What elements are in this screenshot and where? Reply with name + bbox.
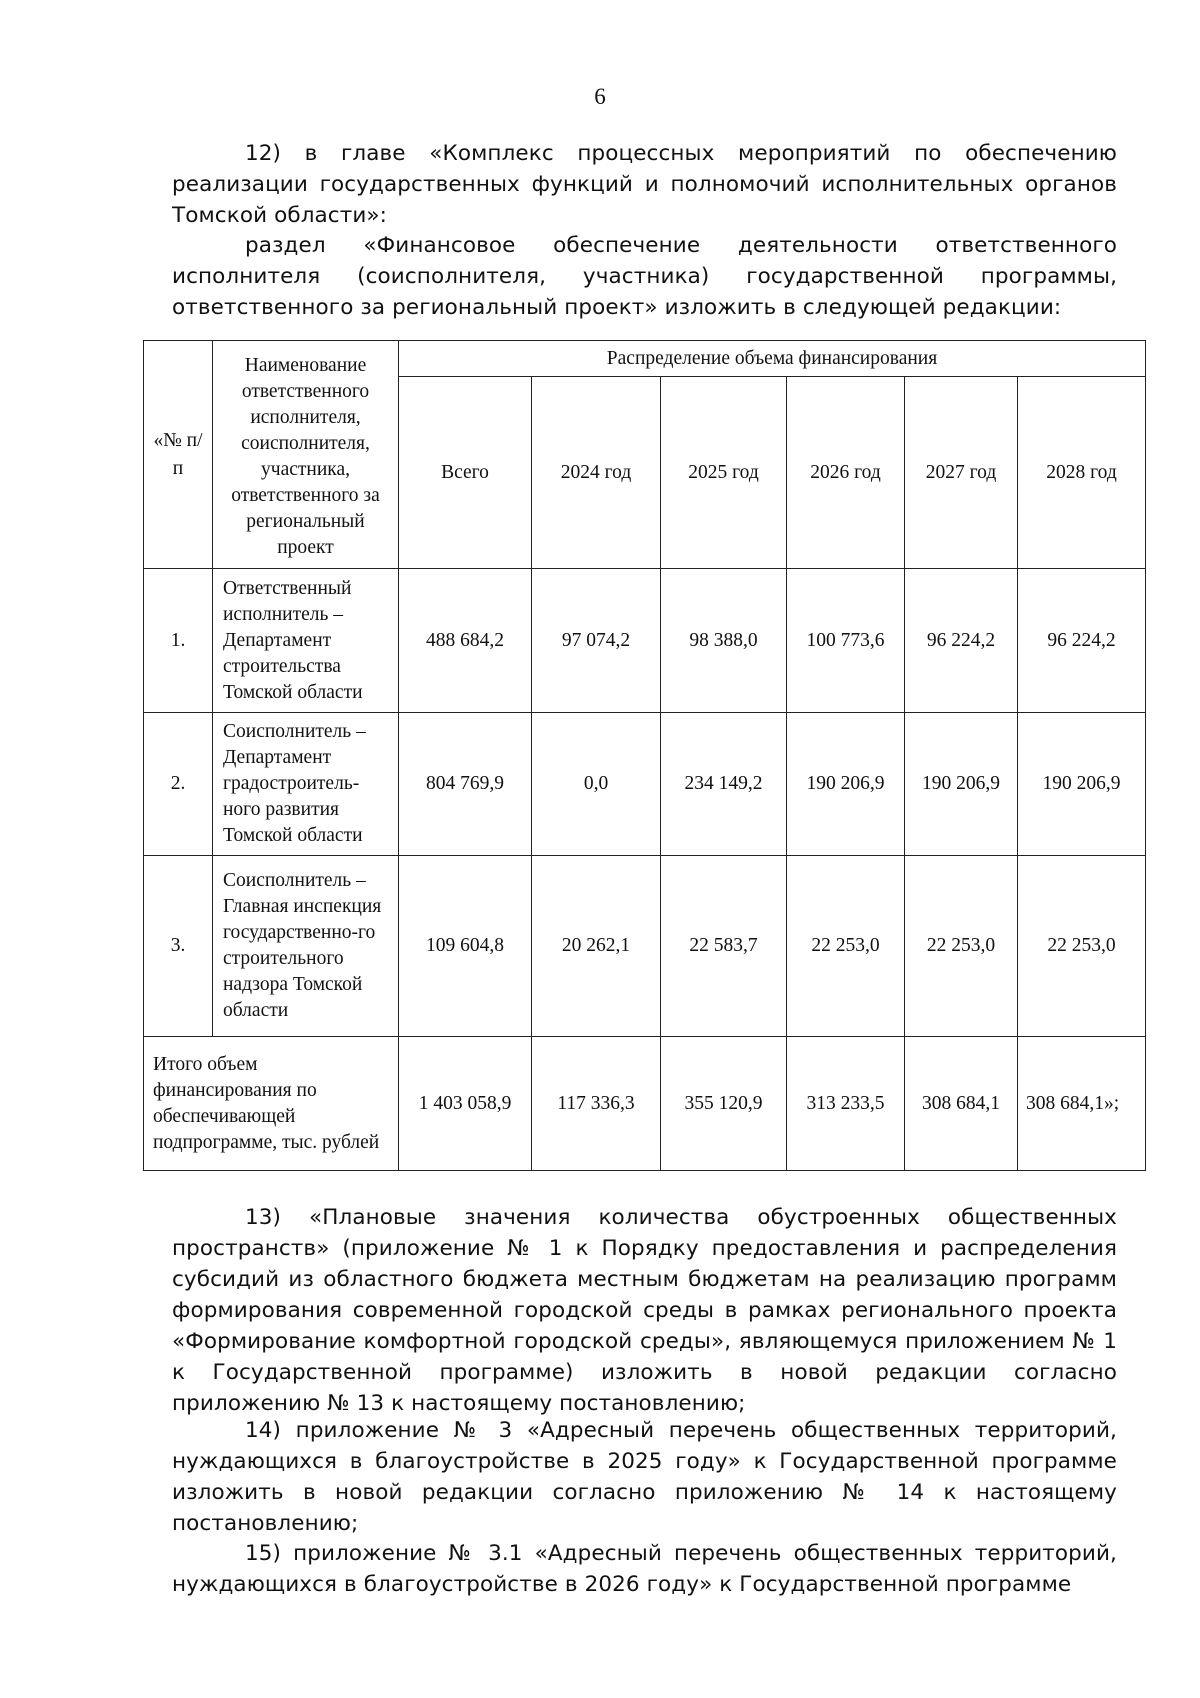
row-name: Соисполнитель – Департамент градостроитель-ного развития Томской области <box>213 713 399 856</box>
row-value: 96 224,2 <box>1018 569 1146 713</box>
row-value: 98 388,0 <box>661 569 787 713</box>
total-value: 313 233,5 <box>787 1037 905 1171</box>
row-name: Соисполнитель – Главная инспекция государственно-го строительного надзора Томской области <box>213 856 399 1037</box>
row-value: 97 074,2 <box>532 569 661 713</box>
header-col-2027: 2027 год <box>905 377 1018 569</box>
total-value: 308 684,1»; <box>1018 1037 1146 1171</box>
header-distribution: Распределение объема финансирования <box>399 341 1146 377</box>
row-value: 22 253,0 <box>905 856 1018 1037</box>
header-num: «№ п/п <box>144 341 213 569</box>
paragraph-14: 14) приложение № 3 «Адресный перечень общественных территорий, нуждающихся в благоустройстве в 2025 году» к Государственной программе изложить в новой редакции согласно приложению № 14 к настоящему постановлению; <box>172 1418 1117 1536</box>
paragraph-12-section: раздел «Финансовое обеспечение деятельности ответственного исполнителя (соисполнителя, участника) государственной программы, ответственного за региональный проект» изложить в следующей редакции: <box>172 233 1117 320</box>
row-num: 2. <box>144 713 213 856</box>
row-value: 190 206,9 <box>905 713 1018 856</box>
row-value: 22 253,0 <box>787 856 905 1037</box>
table-total-row <box>144 1037 1146 1171</box>
row-value: 96 224,2 <box>905 569 1018 713</box>
row-num: 1. <box>144 569 213 713</box>
row-value: 20 262,1 <box>532 856 661 1037</box>
page-number: 6 <box>594 84 606 109</box>
row-value: 488 684,2 <box>399 569 532 713</box>
row-value: 234 149,2 <box>661 713 787 856</box>
row-name: Ответственный исполнитель – Департамент строительства Томской области <box>213 569 399 713</box>
header-col-2025: 2025 год <box>661 377 787 569</box>
table-row <box>144 856 1146 1037</box>
total-value: 117 336,3 <box>532 1037 661 1171</box>
paragraph-15: 15) приложение № 3.1 «Адресный перечень общественных территорий, нуждающихся в благоустройстве в 2026 году» к Государственной программе <box>172 1541 1117 1597</box>
row-value: 100 773,6 <box>787 569 905 713</box>
row-value: 804 769,9 <box>399 713 532 856</box>
header-col-2024: 2024 год <box>532 377 661 569</box>
table-header-row <box>144 341 1146 377</box>
row-value: 22 253,0 <box>1018 856 1146 1037</box>
paragraph-13: 13) «Плановые значения количества обустроенных общественных пространств» (приложение № 1 к Порядку предоставления и распределения субсидий из областного бюджета местным бюджетам на реализацию программ формирования современной городской среды в рамках регионального проекта «Формирование комфортной городской среды», являющемуся приложением № 1 к Государственной программе) изложить в новой редакции согласно приложению № 13 к настоящему постановлению; <box>172 1205 1117 1416</box>
paragraph-12: 12) в главе «Комплекс процессных мероприятий по обеспечению реализации государственных функций и полномочий исполнительных органов Томской области»: <box>172 141 1117 228</box>
row-value: 0,0 <box>532 713 661 856</box>
row-value: 109 604,8 <box>399 856 532 1037</box>
total-value: 1 403 058,9 <box>399 1037 532 1171</box>
total-value: 355 120,9 <box>661 1037 787 1171</box>
row-num: 3. <box>144 856 213 1037</box>
financing-table <box>143 340 1146 1171</box>
header-col-2028: 2028 год <box>1018 377 1146 569</box>
row-value: 190 206,9 <box>787 713 905 856</box>
table-row <box>144 569 1146 713</box>
row-value: 22 583,7 <box>661 856 787 1037</box>
row-value: 190 206,9 <box>1018 713 1146 856</box>
total-value: 308 684,1 <box>905 1037 1018 1171</box>
header-col-total: Всего <box>399 377 532 569</box>
header-name: Наименование ответственного исполнителя, соисполнителя, участника, ответственного за региональный проект <box>213 341 399 569</box>
table-row <box>144 713 1146 856</box>
total-label: Итого объем финансирования по обеспечивающей подпрограмме, тыс. рублей <box>144 1037 399 1171</box>
header-col-2026: 2026 год <box>787 377 905 569</box>
